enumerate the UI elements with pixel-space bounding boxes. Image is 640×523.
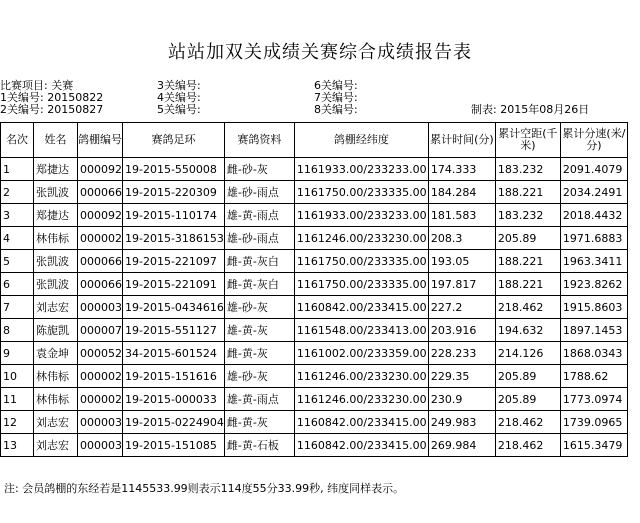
- cell-coords: 1161750.00/233335.00: [294, 250, 428, 273]
- cell-speed: 2034.2491: [560, 181, 627, 204]
- cell-time: 208.3: [428, 227, 495, 250]
- cell-coords: 1161246.00/233230.00: [294, 227, 428, 250]
- cell-rank: 7: [1, 296, 34, 319]
- col-speed: 累计分速(米/分): [560, 123, 627, 158]
- cell-name: 刘志宏: [34, 434, 78, 457]
- cell-rank: 5: [1, 250, 34, 273]
- cell-name: 张凯波: [34, 250, 78, 273]
- cell-name: 张凯波: [34, 181, 78, 204]
- col-name: 姓名: [34, 123, 78, 158]
- cell-info: 雌-黄-灰白: [224, 250, 294, 273]
- cell-rank: 12: [1, 411, 34, 434]
- cell-distance: 188.221: [495, 250, 560, 273]
- cell-name: 张凯波: [34, 273, 78, 296]
- cell-time: 269.984: [428, 434, 495, 457]
- table-row: [1, 204, 628, 227]
- table-row: [1, 411, 628, 434]
- cell-distance: 183.232: [495, 204, 560, 227]
- table-row: [1, 296, 628, 319]
- cell-info: 雄-黄-灰: [224, 319, 294, 342]
- table-row: [1, 227, 628, 250]
- cell-info: 雄-砂-灰: [224, 296, 294, 319]
- header-row: [1, 123, 628, 158]
- gate8-number: 8关编号:: [314, 103, 358, 116]
- cell-rank: 11: [1, 388, 34, 411]
- results-table: [0, 122, 628, 457]
- footnote: 注: 会员鸽棚的东经若是1145533.99则表示114度55分33.99秒, 纬度同样表示。: [4, 482, 405, 495]
- table-row: [1, 388, 628, 411]
- cell-coords: 1161548.00/233413.00: [294, 319, 428, 342]
- cell-distance: 218.462: [495, 411, 560, 434]
- cell-ring: 19-2015-3186153: [123, 227, 225, 250]
- cell-coords: 1161002.00/233359.00: [294, 342, 428, 365]
- cell-info: 雄-砂-灰: [224, 365, 294, 388]
- cell-speed: 2091.4079: [560, 158, 627, 181]
- cell-speed: 1739.0965: [560, 411, 627, 434]
- cell-time: 227.2: [428, 296, 495, 319]
- cell-ring: 19-2015-221091: [123, 273, 225, 296]
- table-row: [1, 250, 628, 273]
- cell-speed: 1923.8262: [560, 273, 627, 296]
- cell-time: 229.35: [428, 365, 495, 388]
- cell-coords: 1160842.00/233415.00: [294, 434, 428, 457]
- cell-name: 林伟标: [34, 227, 78, 250]
- cell-speed: 1897.1453: [560, 319, 627, 342]
- report-title: 站站加双关成绩关赛综合成绩报告表: [168, 42, 472, 63]
- cell-loft: 000003: [78, 411, 123, 434]
- prepared-date: 制表: 2015年08月26日: [471, 103, 590, 116]
- cell-loft: 000003: [78, 296, 123, 319]
- cell-time: 193.05: [428, 250, 495, 273]
- cell-time: 249.983: [428, 411, 495, 434]
- cell-speed: 1773.0974: [560, 388, 627, 411]
- cell-coords: 1160842.00/233415.00: [294, 411, 428, 434]
- cell-coords: 1161933.00/233233.00: [294, 158, 428, 181]
- cell-speed: 1963.3411: [560, 250, 627, 273]
- col-rank: 名次: [1, 123, 34, 158]
- cell-loft: 000092: [78, 204, 123, 227]
- col-coords: 鸽棚经纬度: [294, 123, 428, 158]
- col-distance: 累计空距(千米): [495, 123, 560, 158]
- cell-rank: 6: [1, 273, 34, 296]
- cell-info: 雄-砂-雨点: [224, 181, 294, 204]
- cell-time: 184.284: [428, 181, 495, 204]
- table-row: [1, 273, 628, 296]
- cell-ring: 19-2015-151616: [123, 365, 225, 388]
- cell-distance: 194.632: [495, 319, 560, 342]
- cell-rank: 13: [1, 434, 34, 457]
- cell-ring: 19-2015-000033: [123, 388, 225, 411]
- race-project: 比赛项目: 关赛: [0, 79, 74, 92]
- cell-coords: 1160842.00/233415.00: [294, 296, 428, 319]
- cell-distance: 188.221: [495, 273, 560, 296]
- gate5-number: 5关编号:: [157, 103, 201, 116]
- table-row: [1, 434, 628, 457]
- cell-speed: 2018.4432: [560, 204, 627, 227]
- cell-name: 陈旎凯: [34, 319, 78, 342]
- cell-rank: 8: [1, 319, 34, 342]
- cell-ring: 19-2015-110174: [123, 204, 225, 227]
- cell-info: 雌-黄-灰: [224, 411, 294, 434]
- cell-speed: 1868.0343: [560, 342, 627, 365]
- cell-coords: 1161933.00/233233.00: [294, 204, 428, 227]
- cell-rank: 9: [1, 342, 34, 365]
- cell-distance: 205.89: [495, 388, 560, 411]
- cell-distance: 214.126: [495, 342, 560, 365]
- cell-info: 雌-砂-灰: [224, 158, 294, 181]
- cell-loft: 000002: [78, 388, 123, 411]
- col-time: 累计时间(分): [428, 123, 495, 158]
- cell-rank: 4: [1, 227, 34, 250]
- cell-distance: 218.462: [495, 296, 560, 319]
- cell-coords: 1161246.00/233230.00: [294, 365, 428, 388]
- cell-rank: 1: [1, 158, 34, 181]
- cell-time: 230.9: [428, 388, 495, 411]
- col-loft: 鸽棚编号: [78, 123, 123, 158]
- cell-coords: 1161750.00/233335.00: [294, 181, 428, 204]
- col-ring: 赛鸽足环: [123, 123, 225, 158]
- gate7-number: 7关编号:: [314, 91, 358, 104]
- gate4-number: 4关编号:: [157, 91, 201, 104]
- gate6-number: 6关编号:: [314, 79, 358, 92]
- cell-name: 郑捷达: [34, 204, 78, 227]
- cell-distance: 205.89: [495, 365, 560, 388]
- cell-time: 174.333: [428, 158, 495, 181]
- cell-time: 181.583: [428, 204, 495, 227]
- cell-ring: 34-2015-601524: [123, 342, 225, 365]
- cell-loft: 000003: [78, 434, 123, 457]
- cell-speed: 1615.3479: [560, 434, 627, 457]
- cell-speed: 1788.62: [560, 365, 627, 388]
- cell-loft: 000002: [78, 227, 123, 250]
- cell-info: 雌-黄-石板: [224, 434, 294, 457]
- cell-loft: 000052: [78, 342, 123, 365]
- cell-ring: 19-2015-550008: [123, 158, 225, 181]
- cell-name: 郑捷达: [34, 158, 78, 181]
- cell-name: 林伟标: [34, 365, 78, 388]
- cell-name: 林伟标: [34, 388, 78, 411]
- cell-ring: 19-2015-221097: [123, 250, 225, 273]
- cell-time: 228.233: [428, 342, 495, 365]
- cell-loft: 000066: [78, 273, 123, 296]
- table-row: [1, 158, 628, 181]
- cell-speed: 1971.6883: [560, 227, 627, 250]
- cell-loft: 000002: [78, 365, 123, 388]
- cell-name: 刘志宏: [34, 411, 78, 434]
- cell-loft: 000007: [78, 319, 123, 342]
- gate2-number: 2关编号: 20150827: [0, 103, 104, 116]
- cell-name: 袁金坤: [34, 342, 78, 365]
- cell-ring: 19-2015-0224904: [123, 411, 225, 434]
- cell-loft: 000066: [78, 250, 123, 273]
- gate3-number: 3关编号:: [157, 79, 201, 92]
- cell-info: 雌-黄-灰: [224, 342, 294, 365]
- cell-speed: 1915.8603: [560, 296, 627, 319]
- cell-distance: 205.89: [495, 227, 560, 250]
- cell-distance: 218.462: [495, 434, 560, 457]
- cell-info: 雌-黄-灰白: [224, 273, 294, 296]
- cell-ring: 19-2015-220309: [123, 181, 225, 204]
- gate1-number: 1关编号: 20150822: [0, 91, 104, 104]
- cell-coords: 1161750.00/233335.00: [294, 273, 428, 296]
- table-row: [1, 342, 628, 365]
- cell-ring: 19-2015-151085: [123, 434, 225, 457]
- cell-info: 雄-黄-雨点: [224, 204, 294, 227]
- cell-loft: 000066: [78, 181, 123, 204]
- cell-rank: 2: [1, 181, 34, 204]
- table-row: [1, 181, 628, 204]
- cell-ring: 19-2015-0434616: [123, 296, 225, 319]
- cell-coords: 1161246.00/233230.00: [294, 388, 428, 411]
- cell-loft: 000092: [78, 158, 123, 181]
- cell-time: 203.916: [428, 319, 495, 342]
- col-info: 赛鸽资料: [224, 123, 294, 158]
- cell-distance: 183.232: [495, 158, 560, 181]
- cell-ring: 19-2015-551127: [123, 319, 225, 342]
- cell-rank: 3: [1, 204, 34, 227]
- table-row: [1, 319, 628, 342]
- cell-name: 刘志宏: [34, 296, 78, 319]
- cell-info: 雄-黄-雨点: [224, 388, 294, 411]
- cell-info: 雄-砂-雨点: [224, 227, 294, 250]
- cell-distance: 188.221: [495, 181, 560, 204]
- cell-time: 197.817: [428, 273, 495, 296]
- table-row: [1, 365, 628, 388]
- cell-rank: 10: [1, 365, 34, 388]
